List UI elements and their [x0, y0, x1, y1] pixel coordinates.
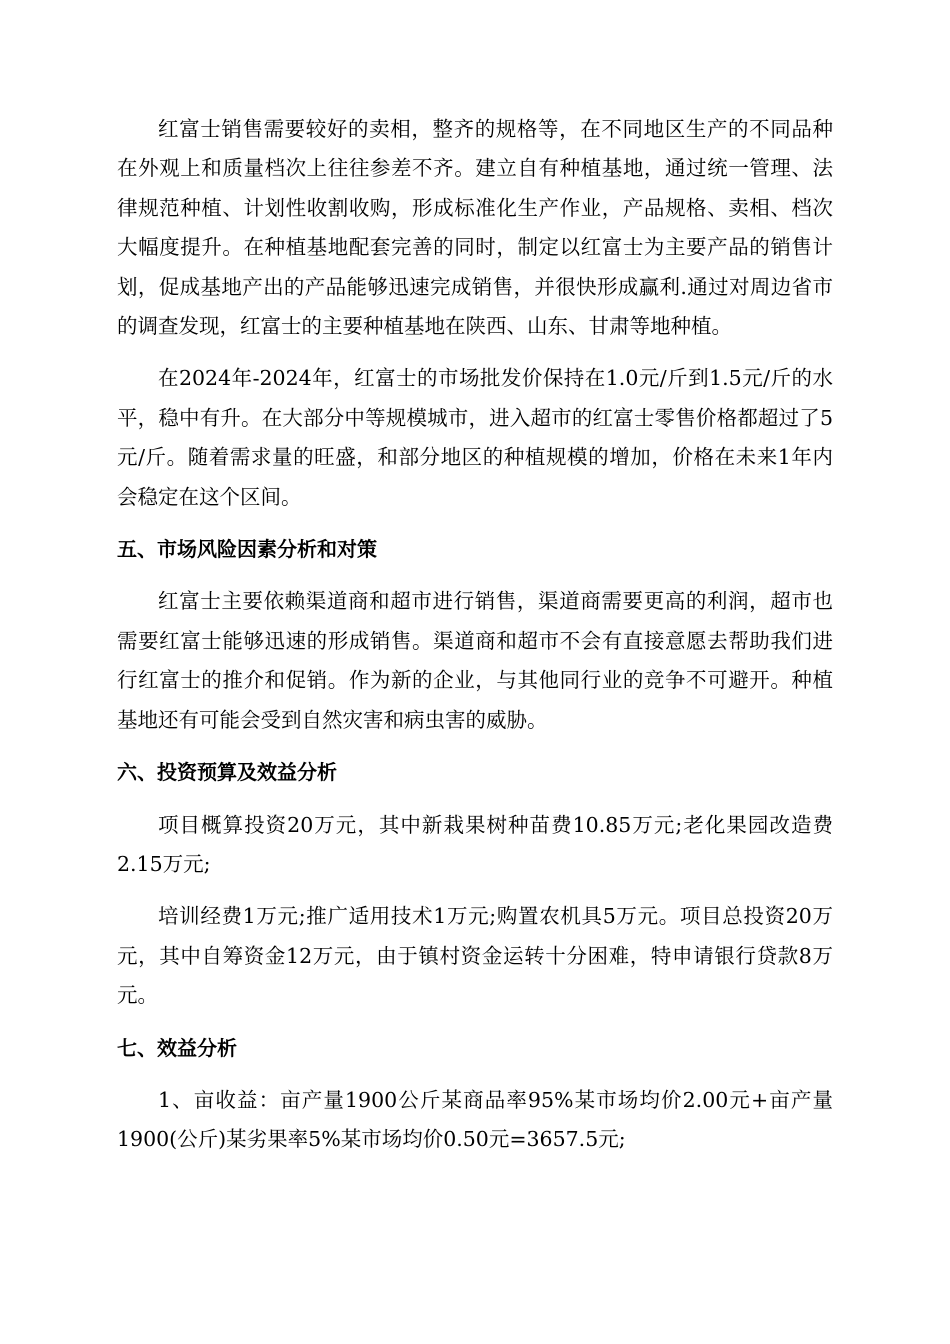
- paragraph-price: 在2024年-2024年，红富士的市场批发价保持在1.0元/斤到1.5元/斤的水平，稳中有升。在大部分中等规模城市，进入超市的红富士零售价格都超过了5元/斤。随着需求量的旺盛，和部分地区的种植规模的增加，价格在未来1年内会稳定在这个区间。: [117, 366, 833, 509]
- paragraph-investment-budget: 项目概算投资20万元，其中新栽果树种苗费10.85万元;老化果园改造费2.15万元;: [117, 812, 833, 876]
- paragraph-planting-base: 红富士销售需要较好的卖相，整齐的规格等，在不同地区生产的不同品种在外观上和质量档次上往往参差不齐。建立自有种植基地，通过统一管理、法律规范种植、计划性收割收购，形成标准化生产作业，产品规格、卖相、档次大幅度提升。在种植基地配套完善的同时，制定以红富士为主要产品的销售计划，促成基地产出的产品能够迅速完成销售，并很快形成赢利.通过对周边省市的调查发现，红富士的主要种植基地在陕西、山东、甘肃等地种植。: [117, 117, 833, 339]
- document-body: [117, 110, 833, 1173]
- section-heading-benefit: 七、效益分析: [117, 1035, 237, 1060]
- paragraph-risk: 红富士主要依赖渠道商和超市进行销售，渠道商需要更高的利润，超市也需要红富士能够迅速的形成销售。渠道商和超市不会有直接意愿去帮助我们进行红富士的推介和促销。作为新的企业，与其他同行业的竞争不可避开。种植基地还有可能会受到自然灾害和病虫害的威胁。: [117, 589, 833, 732]
- paragraph-benefit-per-mu: 1、亩收益：亩产量1900公斤某商品率95%某市场均价2.00元+亩产量1900(公斤)某劣果率5%某市场均价0.50元=3657.5元;: [117, 1087, 833, 1152]
- section-heading-investment: 六、投资预算及效益分析: [117, 760, 337, 785]
- section-heading-risk: 五、市场风险因素分析和对策: [117, 537, 377, 562]
- paragraph-investment-funding: 培训经费1万元;推广适用技术1万元;购置农机具5万元。项目总投资20万元，其中自筹资金12万元，由于镇村资金运转十分困难，特申请银行贷款8万元。: [117, 904, 833, 1008]
